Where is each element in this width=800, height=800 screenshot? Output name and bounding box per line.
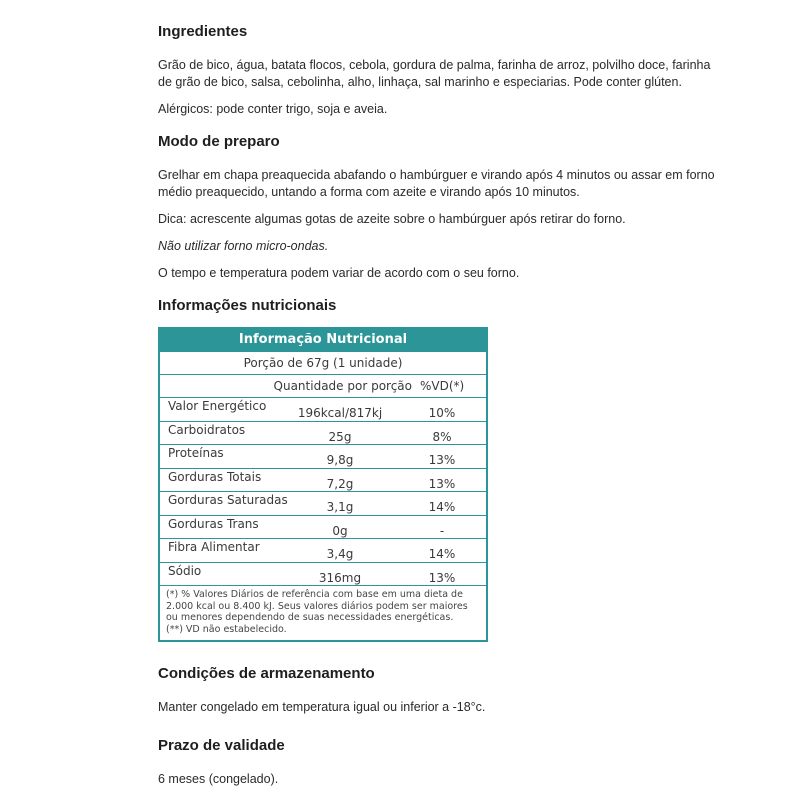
nutrition-footnote <box>160 585 486 640</box>
nutrient-quantity: 3,4g <box>326 547 354 561</box>
microwave-warning: Não utilizar forno micro-ondas. <box>158 239 329 253</box>
nutrition-row <box>160 491 486 515</box>
nutrient-quantity: 0g <box>332 523 348 538</box>
shelf-life-text: 6 meses (congelado). <box>158 772 279 786</box>
serving-size: Porção de 67g (1 unidade) <box>160 351 486 374</box>
col-vd-header: %VD(*) <box>420 379 465 393</box>
nutrient-quantity: 196kcal/817kj <box>297 406 383 420</box>
footnote-not-established: (**) VD não estabelecido. <box>166 623 287 635</box>
nutrition-table <box>158 327 488 642</box>
nutrition-rows <box>160 397 486 585</box>
nutrient-name: Proteínas <box>168 446 224 460</box>
footnote-daily-values: (*) % Valores Diários de referência com base em uma dieta de 2.000 kcal ou 8.400 kJ. Seus valores diários podem ser maiores ou menores dependendo de suas necessidades energéticas. <box>166 589 468 623</box>
nutrient-vd: 13% <box>428 453 456 467</box>
nutrient-quantity: 25g <box>328 429 352 444</box>
nutrient-name: Carboidratos <box>168 422 246 437</box>
col-quantity-header: Quantidade por porção <box>273 379 412 393</box>
nutrient-vd: 13% <box>428 570 456 585</box>
nutrition-row <box>160 515 486 539</box>
nutrient-quantity: 3,1g <box>326 500 354 514</box>
nutrient-name: Gorduras Saturadas <box>168 493 288 507</box>
ingredients-heading: Ingredientes <box>158 23 248 40</box>
nutrition-heading: Informações nutricionais <box>158 297 337 314</box>
nutrient-vd: 14% <box>428 500 456 514</box>
preparation-text: Grelhar em chapa preaquecida abafando o hambúrguer e virando após 4 minutos ou assar em forno médio preaquecido, untando a forma com azeite e virando após 10 minutos. <box>158 168 715 199</box>
nutrient-name: Fibra Alimentar <box>168 540 260 554</box>
nutrient-vd: 10% <box>428 406 456 420</box>
shelf-life-heading: Prazo de validade <box>158 737 285 754</box>
nutrition-row <box>160 538 486 562</box>
nutrition-row <box>160 421 486 445</box>
allergens-text: Alérgicos: pode conter trigo, soja e aveia. <box>158 102 388 116</box>
preparation-heading: Modo de preparo <box>158 133 280 150</box>
nutrition-table-title: Informação Nutricional <box>160 329 486 351</box>
tip-text: Dica: acrescente algumas gotas de azeite sobre o hambúrguer após retirar do forno. <box>158 212 626 226</box>
storage-text: Manter congelado em temperatura igual ou inferior a -18°c. <box>158 700 486 714</box>
nutrient-quantity: 7,2g <box>326 476 354 491</box>
nutrient-vd: - <box>439 523 445 538</box>
nutrition-row <box>160 444 486 468</box>
nutrient-name: Sódio <box>168 563 202 578</box>
product-info <box>158 22 718 798</box>
nutrition-table-header <box>160 374 486 397</box>
nutrient-vd: 8% <box>432 429 452 444</box>
nutrient-quantity: 9,8g <box>326 453 354 467</box>
nutrition-row <box>160 562 486 586</box>
storage-heading: Condições de armazenamento <box>158 665 375 682</box>
nutrient-name: Gorduras Totais <box>168 469 262 484</box>
oven-note: O tempo e temperatura podem variar de acordo com o seu forno. <box>158 266 520 280</box>
nutrient-name: Gorduras Trans <box>168 516 259 531</box>
nutrient-vd: 14% <box>428 547 456 561</box>
ingredients-text: Grão de bico, água, batata flocos, cebola, gordura de palma, farinha de arroz, polvilho doce, farinha de grão de bico, salsa, cebolinha, alho, linhaça, sal marinho e especiarias. Pode conter glúten. <box>158 58 711 89</box>
nutrient-vd: 13% <box>428 476 456 491</box>
nutrition-row <box>160 468 486 492</box>
nutrition-row <box>160 397 486 421</box>
nutrient-name: Valor Energético <box>168 399 267 413</box>
nutrient-quantity: 316mg <box>318 570 362 585</box>
